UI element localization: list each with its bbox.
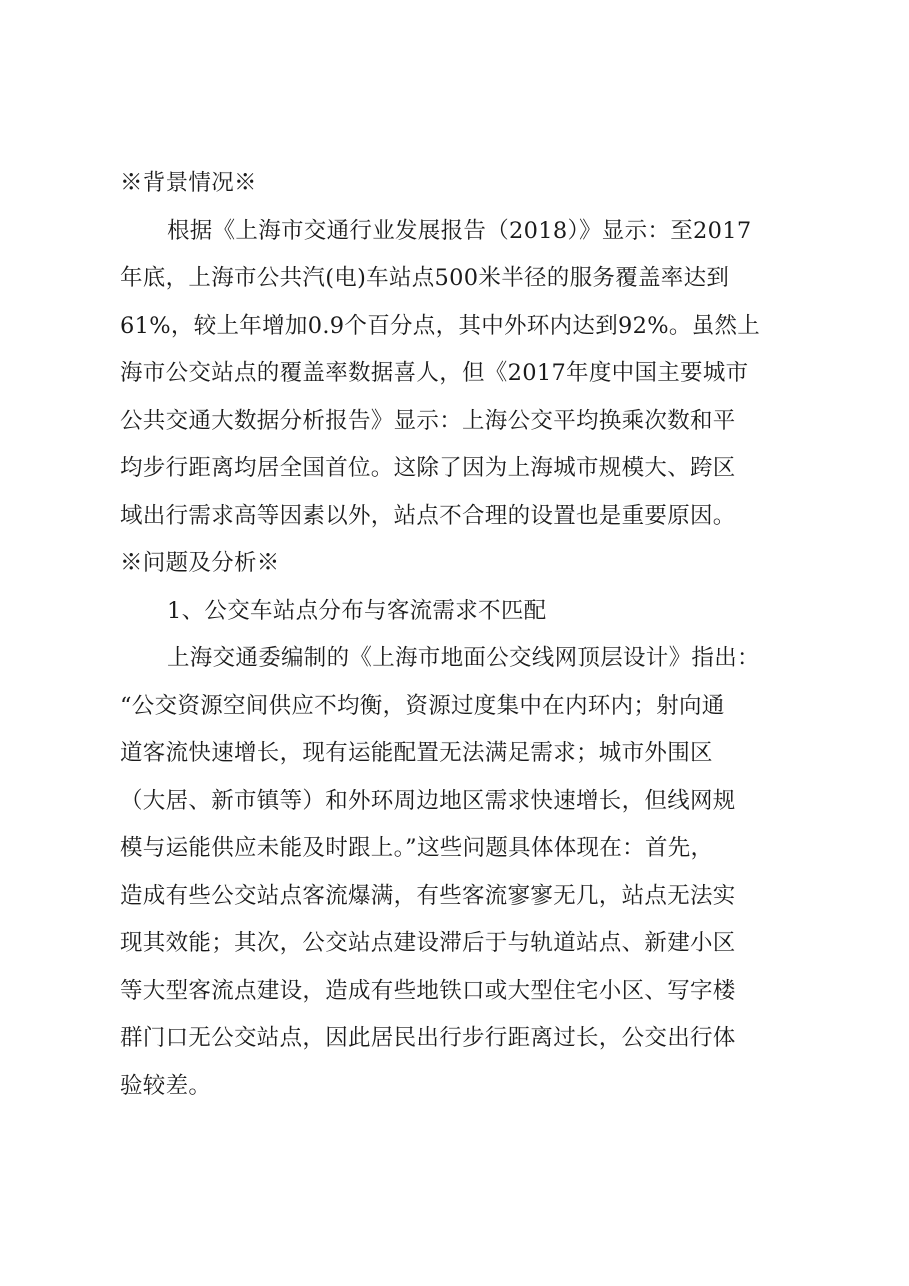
paragraph-line: 域出行需求高等因素以外，站点不合理的设置也是重要原因。 [120, 502, 736, 529]
paragraph-line: 上海交通委编制的《上海市地面公交线网顶层设计》指出： [167, 645, 760, 671]
paragraph-line: 等大型客流点建设，造成有些地铁口或大型住宅小区、写字楼 [120, 977, 736, 1004]
document-body [120, 160, 785, 1110]
paragraph-line: 造成有些公交站点客流爆满，有些客流寥寥无几，站点无法实 [120, 882, 736, 909]
paragraph-line: 公共交通大数据分析报告》显示：上海公交平均换乘次数和平 [120, 407, 736, 434]
paragraph-line: 验较差。 [120, 1072, 212, 1099]
section-heading-analysis: ※问题及分析※ [120, 550, 280, 576]
paragraph-line: 均步行距离均居全国首位。这除了因为上海城市规模大、跨区 [120, 455, 736, 481]
paragraph-line: 模与运能供应未能及时跟上。”这些问题具体体现在：首先， [120, 835, 714, 861]
paragraph-line: （大居、新市镇等）和外环周边地区需求快速增长，但线网规 [120, 787, 736, 814]
paragraph-line: 61%，较上年增加0.9个百分点，其中外环内达到92%。虽然上 [120, 312, 761, 339]
paragraph-line: 年底，上海市公共汽(电)车站点500米半径的服务覆盖率达到 [120, 265, 730, 291]
paragraph-line: 根据《上海市交通行业发展报告（2018）》显示：至2017 [167, 217, 752, 244]
paragraph-line: “公交资源空间供应不均衡，资源过度集中在内环内；射向通 [120, 692, 725, 719]
paragraph-line: 道客流快速增长，现有运能配置无法满足需求；城市外围区 [120, 740, 713, 766]
section-heading-background: ※背景情况※ [120, 170, 257, 196]
paragraph-line: 群门口无公交站点，因此居民出行步行距离过长，公交出行体 [120, 1025, 736, 1051]
subheading-line: 1、公交车站点分布与客流需求不匹配 [167, 597, 547, 624]
paragraph-line: 现其效能；其次，公交站点建设滞后于与轨道站点、新建小区 [120, 930, 736, 956]
paragraph-line: 海市公交站点的覆盖率数据喜人，但《2017年度中国主要城市 [120, 360, 749, 386]
